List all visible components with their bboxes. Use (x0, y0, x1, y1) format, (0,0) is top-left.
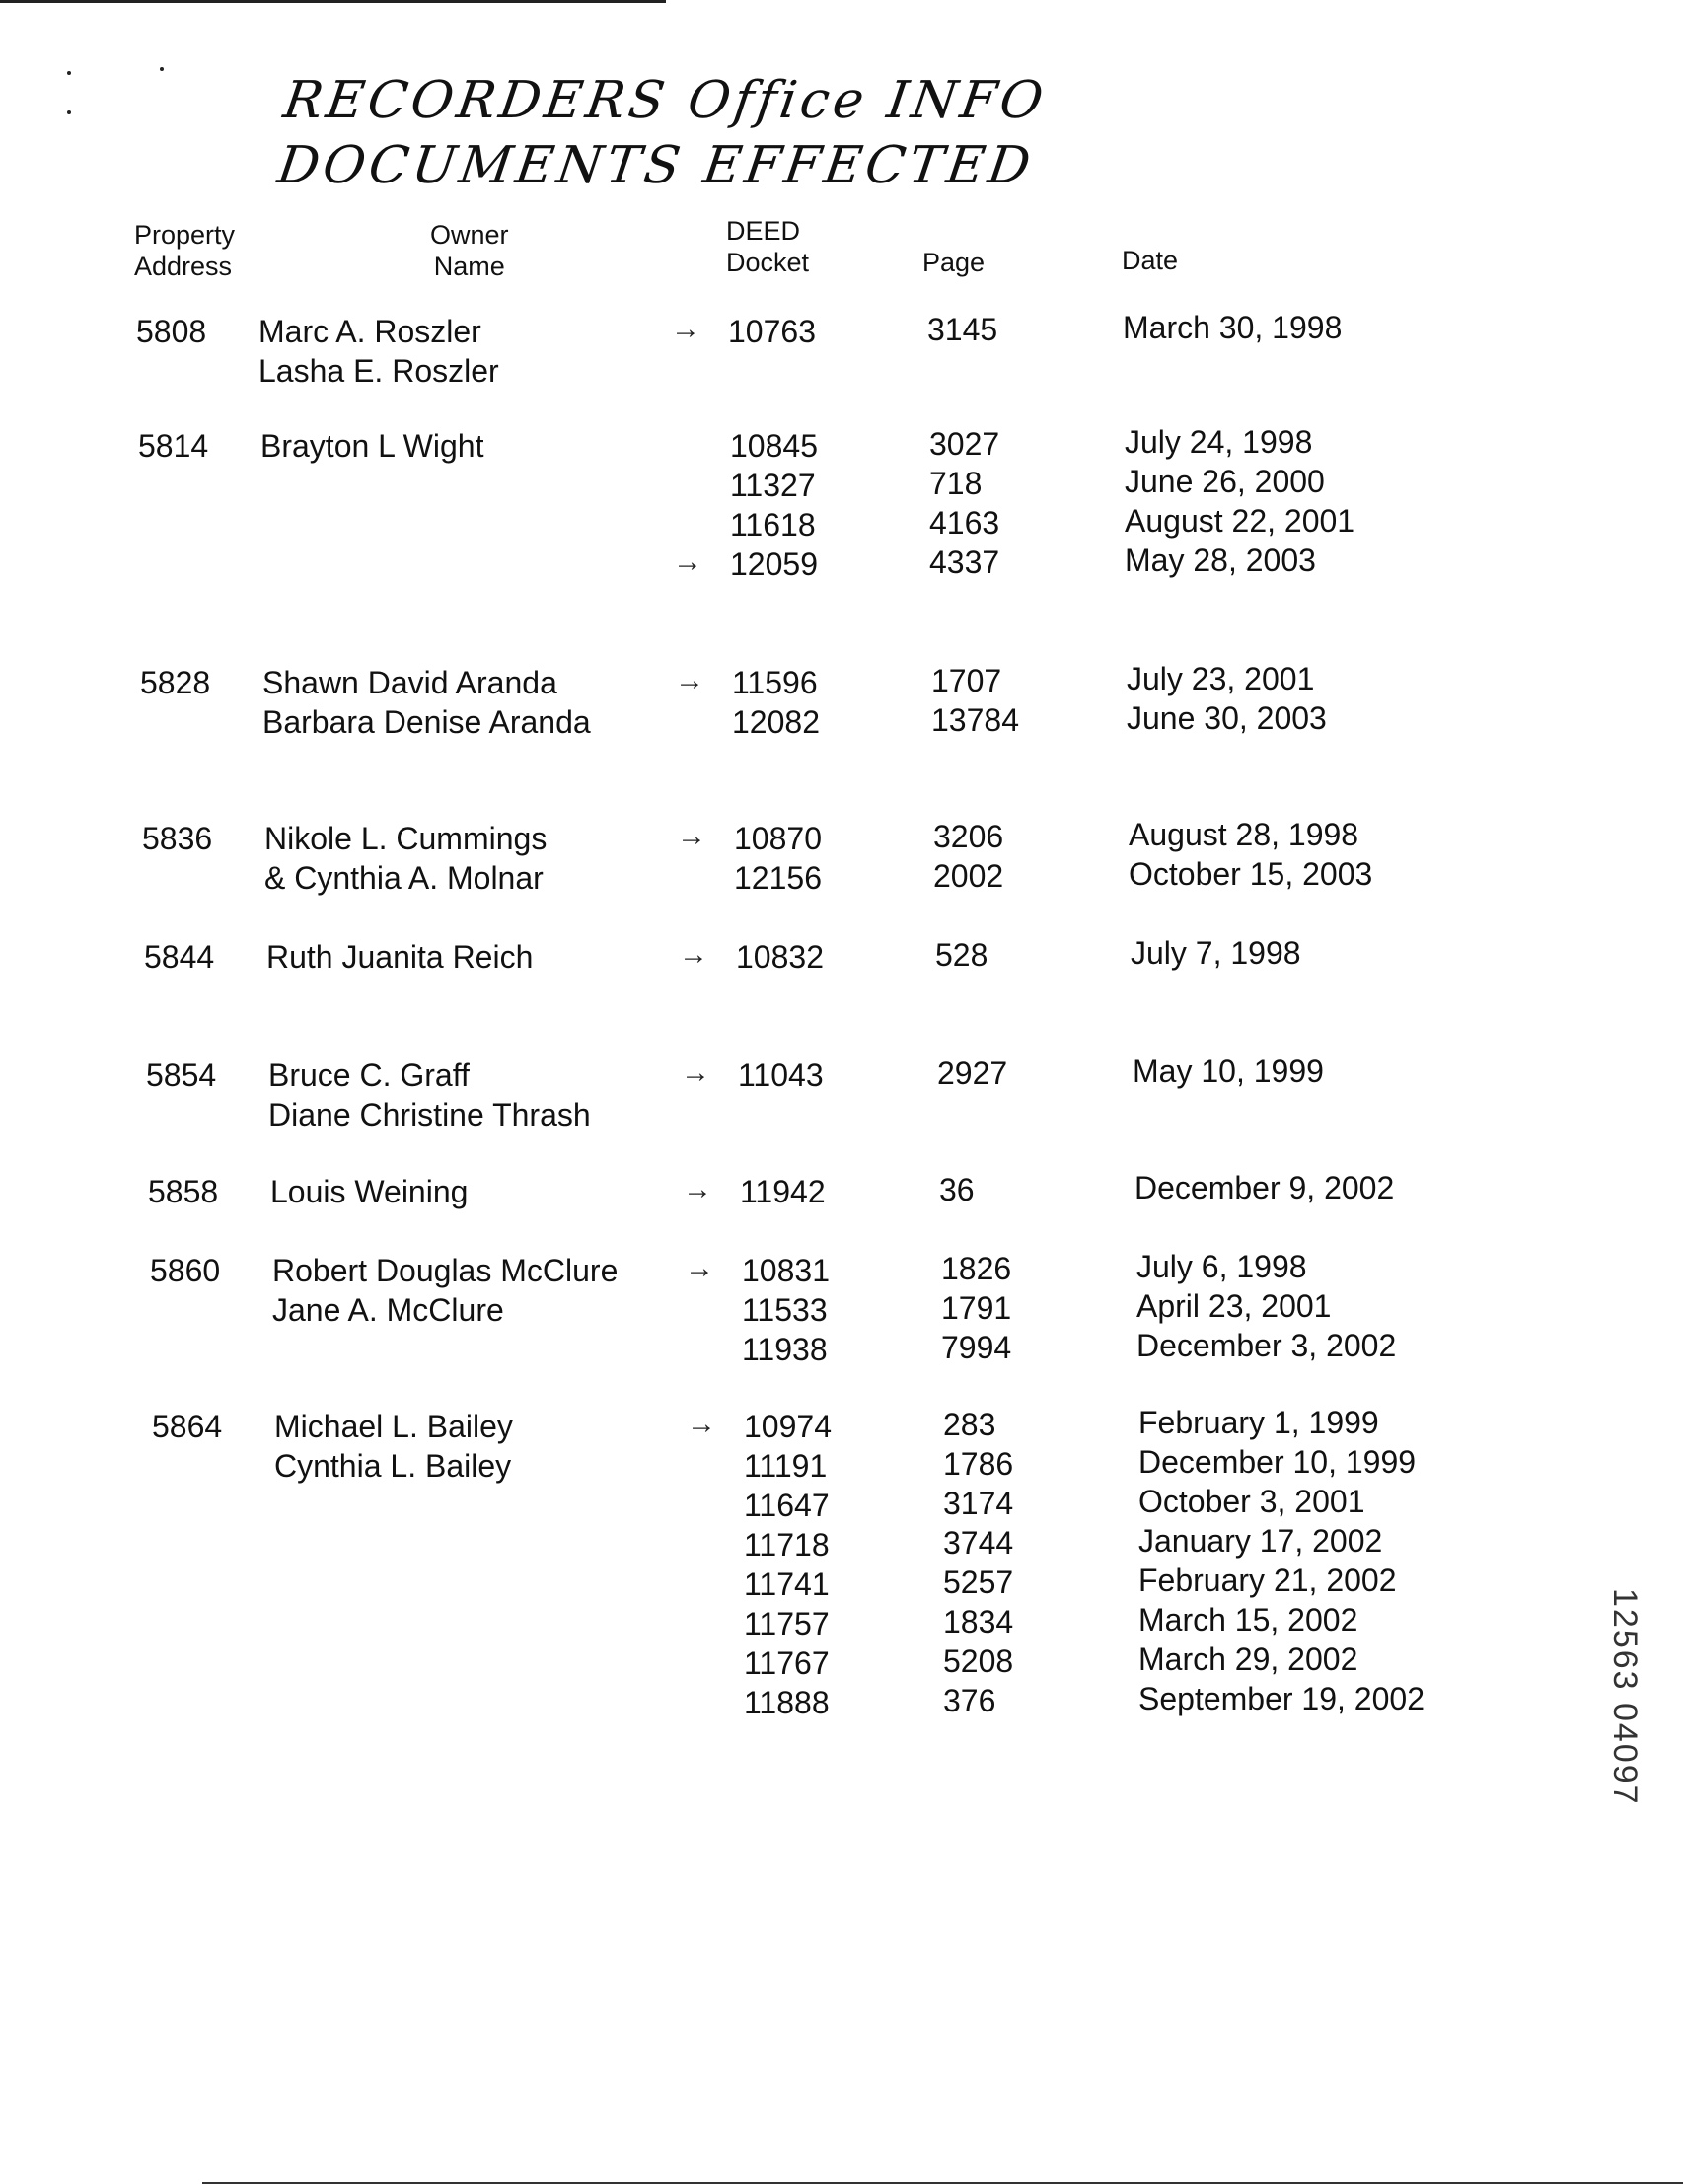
deed-docket: 10832 (736, 939, 824, 975)
property-address: 5844 (144, 939, 215, 975)
deed-docket: 10763 (728, 314, 816, 349)
deed-docket: 12059 (730, 546, 818, 582)
arrow-icon: → (671, 313, 700, 345)
record-date: July 7, 1998 (1131, 935, 1301, 971)
owner-name: Diane Christine Thrash (268, 1097, 591, 1132)
record-date: May 28, 2003 (1125, 543, 1316, 578)
property-address: 5860 (150, 1253, 221, 1288)
property-address: 5858 (148, 1174, 219, 1209)
owner-name: Barbara Denise Aranda (262, 704, 591, 740)
record-date: May 10, 1999 (1133, 1054, 1324, 1089)
page-number: 13784 (931, 702, 1019, 738)
owner-name: Louis Weining (270, 1174, 469, 1209)
arrow-icon: → (685, 1252, 714, 1284)
page-number: 4337 (929, 545, 1000, 580)
deed-docket: 11938 (742, 1332, 828, 1367)
page-number: 528 (935, 937, 988, 973)
arrow-icon: → (677, 820, 706, 852)
property-address: 5836 (142, 821, 213, 856)
owner-name: Nikole L. Cummings (264, 821, 548, 856)
deed-docket: 10974 (744, 1409, 832, 1444)
page-number: 283 (943, 1407, 996, 1442)
page-number: 3027 (929, 426, 1000, 462)
owner-name: Ruth Juanita Reich (266, 939, 534, 975)
page-number: 5257 (943, 1565, 1014, 1600)
deed-docket: 11327 (730, 468, 816, 503)
arrow-icon: → (673, 546, 702, 578)
record-date: August 22, 2001 (1125, 503, 1355, 539)
owner-name: Brayton L Wight (260, 428, 484, 464)
owner-name: Jane A. McClure (272, 1292, 504, 1328)
record-date: February 1, 1999 (1138, 1405, 1379, 1440)
deed-docket: 11647 (744, 1488, 830, 1523)
page-number: 1786 (943, 1446, 1014, 1482)
owner-name: Cynthia L. Bailey (274, 1448, 512, 1484)
owner-name: Shawn David Aranda (262, 665, 557, 700)
property-address: 5814 (138, 428, 209, 464)
page-number: 36 (939, 1172, 975, 1207)
record-date: December 3, 2002 (1136, 1328, 1397, 1363)
owner-name: & Cynthia A. Molnar (264, 860, 544, 896)
page-number: 3206 (933, 819, 1004, 854)
arrow-icon: → (679, 938, 708, 971)
record-date: July 23, 2001 (1127, 661, 1315, 696)
page-number: 2927 (937, 1056, 1008, 1091)
deed-docket: 10831 (742, 1253, 830, 1288)
record-date: June 30, 2003 (1127, 700, 1327, 736)
record-date: January 17, 2002 (1138, 1523, 1383, 1559)
record-date: March 30, 1998 (1123, 310, 1343, 345)
deed-docket: 10870 (734, 821, 822, 856)
deed-docket: 11767 (744, 1645, 830, 1681)
record-date: September 19, 2002 (1138, 1681, 1425, 1716)
deed-docket: 12082 (732, 704, 820, 740)
scan-speck (67, 71, 71, 75)
side-bates-number: 12563 04097 (1606, 1588, 1644, 1806)
record-date: July 6, 1998 (1136, 1249, 1307, 1284)
page-number: 3174 (943, 1486, 1014, 1521)
deed-docket: 11043 (738, 1057, 824, 1093)
page-number: 3145 (927, 312, 998, 347)
property-address: 5864 (152, 1409, 223, 1444)
arrow-icon: → (681, 1056, 710, 1089)
deed-docket: 11888 (744, 1685, 830, 1720)
page-number: 1707 (931, 663, 1002, 698)
deed-docket: 11596 (732, 665, 818, 700)
record-date: February 21, 2002 (1138, 1563, 1397, 1598)
header-property-address: Property Address (134, 220, 236, 281)
record-date: August 28, 1998 (1129, 817, 1359, 852)
page-number: 5208 (943, 1643, 1014, 1679)
header-page: Page (922, 248, 986, 277)
scan-edge-line (0, 0, 666, 3)
page-number: 718 (929, 466, 983, 501)
deed-docket: 11718 (744, 1527, 830, 1563)
page-number: 1826 (941, 1251, 1012, 1286)
handwritten-title-line-1: RECORDERS Office INFO (279, 71, 1051, 130)
deed-docket: 11191 (744, 1448, 828, 1484)
deed-docket: 12156 (734, 860, 822, 896)
record-date: July 24, 1998 (1125, 424, 1313, 460)
arrow-icon: → (675, 664, 704, 696)
page-number: 3744 (943, 1525, 1014, 1561)
record-date: June 26, 2000 (1125, 464, 1325, 499)
deed-docket: 11741 (744, 1566, 830, 1602)
page-number: 4163 (929, 505, 1000, 541)
owner-name: Michael L. Bailey (274, 1409, 513, 1444)
record-date: October 3, 2001 (1138, 1484, 1365, 1519)
property-address: 5828 (140, 665, 211, 700)
arrow-icon: → (687, 1408, 716, 1440)
page-number: 1791 (941, 1290, 1012, 1326)
owner-name: Bruce C. Graff (268, 1057, 470, 1093)
page-number: 376 (943, 1683, 996, 1718)
deed-docket: 11618 (730, 507, 816, 543)
deed-docket: 11757 (744, 1606, 830, 1641)
header-deed-docket: DEED Docket (726, 216, 810, 277)
owner-name: Lasha E. Roszler (258, 353, 499, 389)
property-address: 5854 (146, 1057, 217, 1093)
scan-speck (160, 67, 164, 71)
record-date: December 10, 1999 (1138, 1444, 1417, 1480)
record-date: October 15, 2003 (1129, 856, 1373, 892)
owner-name: Robert Douglas McClure (272, 1253, 619, 1288)
arrow-icon: → (683, 1173, 712, 1205)
record-date: March 29, 2002 (1138, 1641, 1358, 1677)
record-date: April 23, 2001 (1136, 1288, 1332, 1324)
property-address: 5808 (136, 314, 207, 349)
deed-docket: 11533 (742, 1292, 828, 1328)
owner-name: Marc A. Roszler (258, 314, 481, 349)
deed-docket: 11942 (740, 1174, 826, 1209)
handwritten-title-line-2: DOCUMENTS EFFECTED (273, 136, 1038, 195)
page-number: 2002 (933, 858, 1004, 894)
record-date: December 9, 2002 (1134, 1170, 1395, 1205)
header-date: Date (1122, 246, 1179, 275)
header-owner-name: Owner Name (430, 220, 509, 281)
page-number: 1834 (943, 1604, 1014, 1639)
deed-docket: 10845 (730, 428, 818, 464)
record-date: March 15, 2002 (1138, 1602, 1358, 1638)
page-number: 7994 (941, 1330, 1012, 1365)
scan-speck (67, 110, 71, 114)
